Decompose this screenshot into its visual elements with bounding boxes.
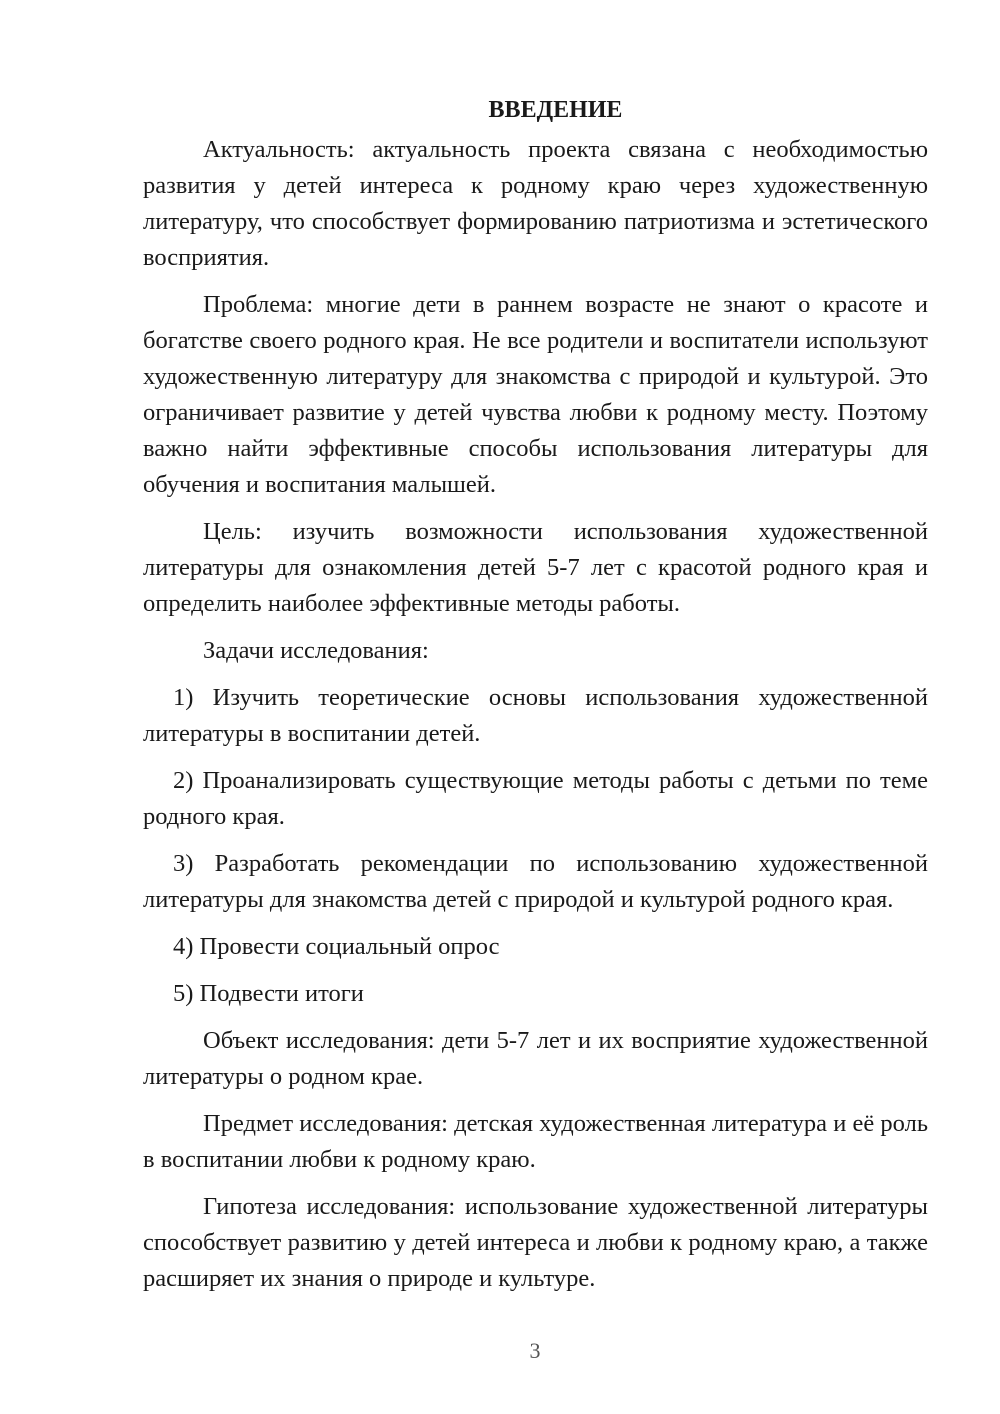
paragraph-relevance: Актуальность: актуальность проекта связана с необходимостью развития у детей интереса к родному краю через художественную литературу, что способствует формированию патриотизма и эстетического восприятия. bbox=[143, 136, 928, 271]
tasks-heading: Задачи исследования: bbox=[203, 637, 429, 664]
paragraph-subject: Предмет исследования: детская художественная литература и её роль в воспитании любви к родному краю. bbox=[143, 1110, 928, 1173]
paragraph-hypothesis: Гипотеза исследования: использование художественной литературы способствует развитию у детей интереса и любви к родному краю, а также расширяет их знания о природе и культуре. bbox=[143, 1193, 928, 1292]
task-item-2: 2) Проанализировать существующие методы работы с детьми по теме родного края. bbox=[143, 767, 928, 830]
paragraph-problem: Проблема: многие дети в раннем возрасте не знают о красоте и богатстве своего родного края. Не все родители и воспитатели используют художественную литературу для знакомства с природой и культурой. Это ограничивает развитие у детей чувства любви к родному месту. Поэтому важно найти эффективные способы использования литературы для обучения и воспитания малышей. bbox=[143, 291, 928, 498]
task-item-5: 5) Подвести итоги bbox=[173, 980, 364, 1007]
page-title: ВВЕДЕНИЕ bbox=[488, 97, 623, 123]
paragraph-object: Объект исследования: дети 5-7 лет и их восприятие художественной литературы о родном крае. bbox=[143, 1027, 928, 1090]
paragraph-goal: Цель: изучить возможности использования художественной литературы для ознакомления детей 5-7 лет с красотой родного края и определить наиболее эффективные методы работы. bbox=[143, 518, 928, 617]
task-item-3: 3) Разработать рекомендации по использованию художественной литературы для знакомства детей с природой и культурой родного края. bbox=[143, 850, 928, 913]
task-item-4: 4) Провести социальный опрос bbox=[173, 933, 500, 960]
page-content bbox=[143, 92, 928, 1308]
task-item-1: 1) Изучить теоретические основы использования художественной литературы в воспитании детей. bbox=[143, 684, 928, 747]
page-number: 3 bbox=[529, 1338, 541, 1363]
